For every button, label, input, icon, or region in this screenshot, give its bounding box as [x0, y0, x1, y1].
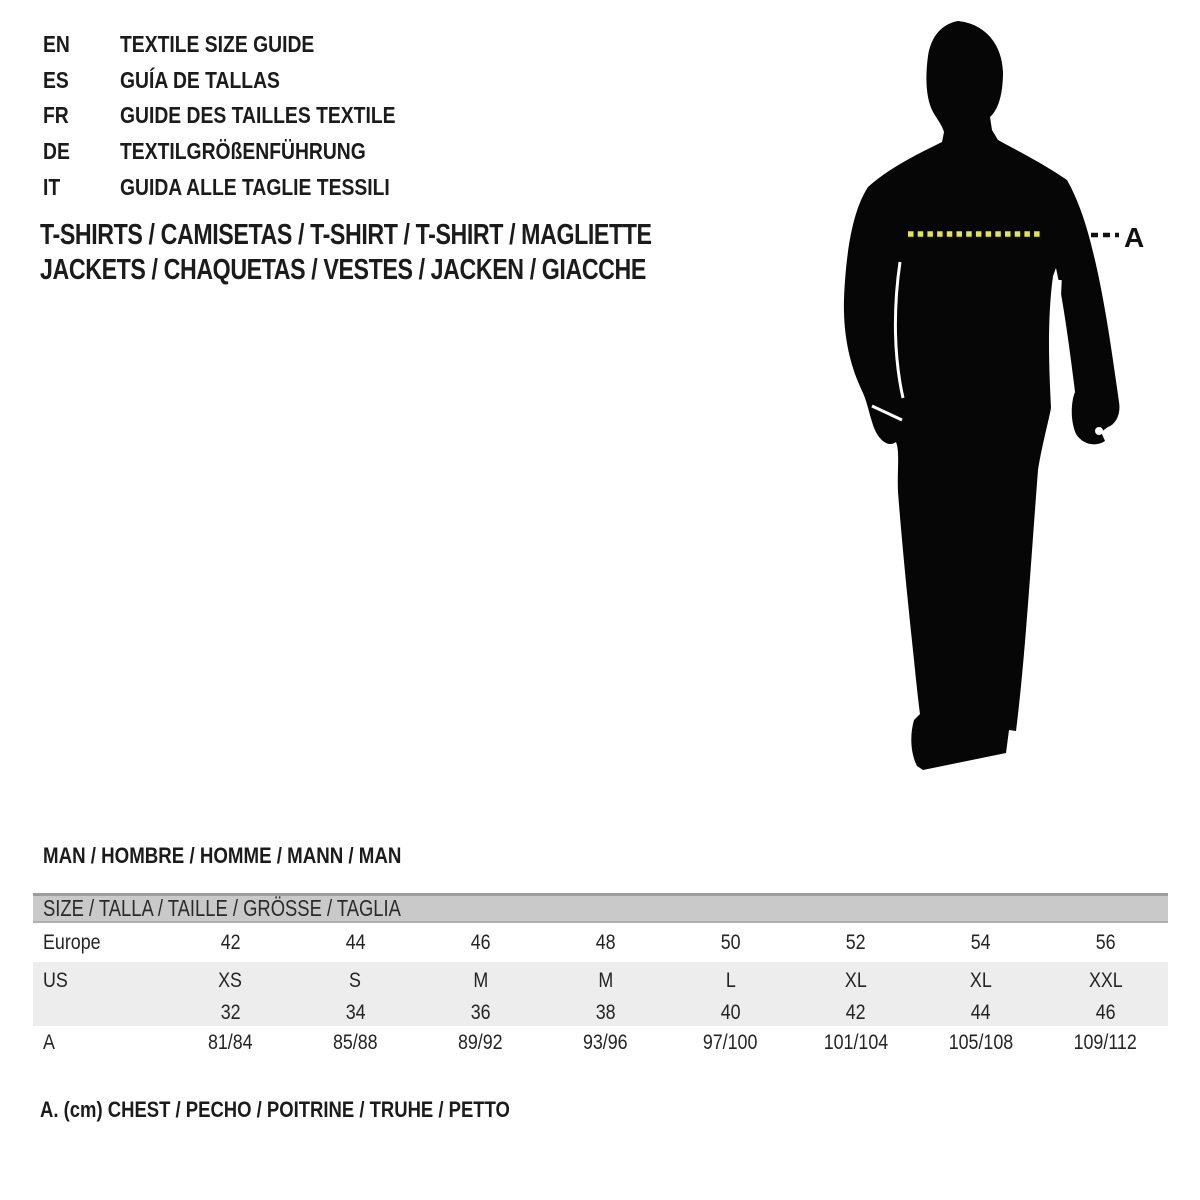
table-row-us [33, 962, 1168, 999]
table-row-europe [33, 923, 1168, 962]
row-label: US [43, 968, 68, 992]
cell: 97/100 [703, 1031, 758, 1054]
language-guide-list [43, 27, 448, 205]
cell: 46 [470, 930, 491, 954]
language-label: TEXTILE SIZE GUIDE [120, 31, 315, 58]
cell: 54 [970, 930, 991, 954]
category-line-tshirts: T-SHIRTS / CAMISETAS / T-SHIRT / T-SHIRT / MAGLIETTE [40, 219, 652, 251]
language-label: TEXTILGRÖßENFÜHRUNG [120, 138, 366, 165]
cell: 50 [720, 930, 741, 954]
cell: XS [218, 968, 243, 992]
cell: 48 [595, 930, 616, 954]
hand-notch [1095, 427, 1103, 435]
language-label: GUIDA ALLE TAGLIE TESSILI [120, 173, 390, 200]
cell: 34 [345, 1000, 366, 1024]
language-row-de [43, 134, 448, 170]
language-code: ES [43, 66, 69, 93]
cell: 32 [220, 1000, 241, 1024]
measurement-legend: A. (cm) CHEST / PECHO / POITRINE / TRUHE / PETTO [40, 1097, 510, 1122]
cell: 52 [845, 930, 866, 954]
language-code: DE [43, 138, 70, 165]
row-label [33, 1001, 168, 1025]
cell: L [725, 968, 736, 992]
language-code: FR [43, 102, 69, 129]
cell: 109/112 [1073, 1031, 1138, 1054]
cell: 81/84 [208, 1031, 253, 1054]
cell: 56 [1095, 930, 1116, 954]
cell: 40 [720, 1000, 741, 1024]
cell: S [349, 968, 362, 992]
language-label: GUÍA DE TALLAS [120, 66, 280, 93]
cell: XXL [1088, 968, 1123, 992]
language-code: IT [43, 173, 61, 200]
cell: 42 [845, 1000, 866, 1024]
table-row-us-numeric [33, 999, 1168, 1026]
row-label: Europe [43, 930, 101, 954]
man-figure [820, 0, 1200, 800]
cell: XL [969, 968, 992, 992]
cell: 44 [970, 1000, 991, 1024]
language-row-fr [43, 98, 448, 134]
section-title-man: MAN / HOMBRE / HOMME / MANN / MAN [43, 843, 402, 868]
cell: 44 [345, 930, 366, 954]
size-table-header: SIZE / TALLA / TAILLE / GRÖSSE / TAGLIA [33, 893, 1168, 923]
cell: 93/96 [583, 1031, 628, 1054]
cell: 36 [470, 1000, 491, 1024]
table-row-chest-a [33, 1026, 1168, 1060]
cell: 46 [1095, 1000, 1116, 1024]
language-label: GUIDE DES TAILLES TEXTILE [120, 102, 396, 129]
measure-label-a: A [1124, 222, 1145, 253]
language-row-en [43, 27, 448, 63]
cell: M [598, 968, 613, 992]
cell: 105/108 [948, 1031, 1013, 1054]
language-row-es [43, 63, 448, 99]
cell: 101/104 [823, 1031, 888, 1054]
cell: 42 [220, 930, 241, 954]
cell: M [473, 968, 488, 992]
cell: XL [844, 968, 867, 992]
cell: 85/88 [333, 1031, 378, 1054]
category-titles [40, 218, 805, 288]
cell: 89/92 [458, 1031, 503, 1054]
category-line-jackets: JACKETS / CHAQUETAS / VESTES / JACKEN / GIACCHE [40, 254, 646, 286]
cell: 38 [595, 1000, 616, 1024]
language-row-it [43, 169, 448, 205]
language-code: EN [43, 31, 70, 58]
row-label: A [43, 1031, 55, 1054]
size-table [33, 893, 1168, 1060]
man-silhouette [844, 21, 1120, 770]
